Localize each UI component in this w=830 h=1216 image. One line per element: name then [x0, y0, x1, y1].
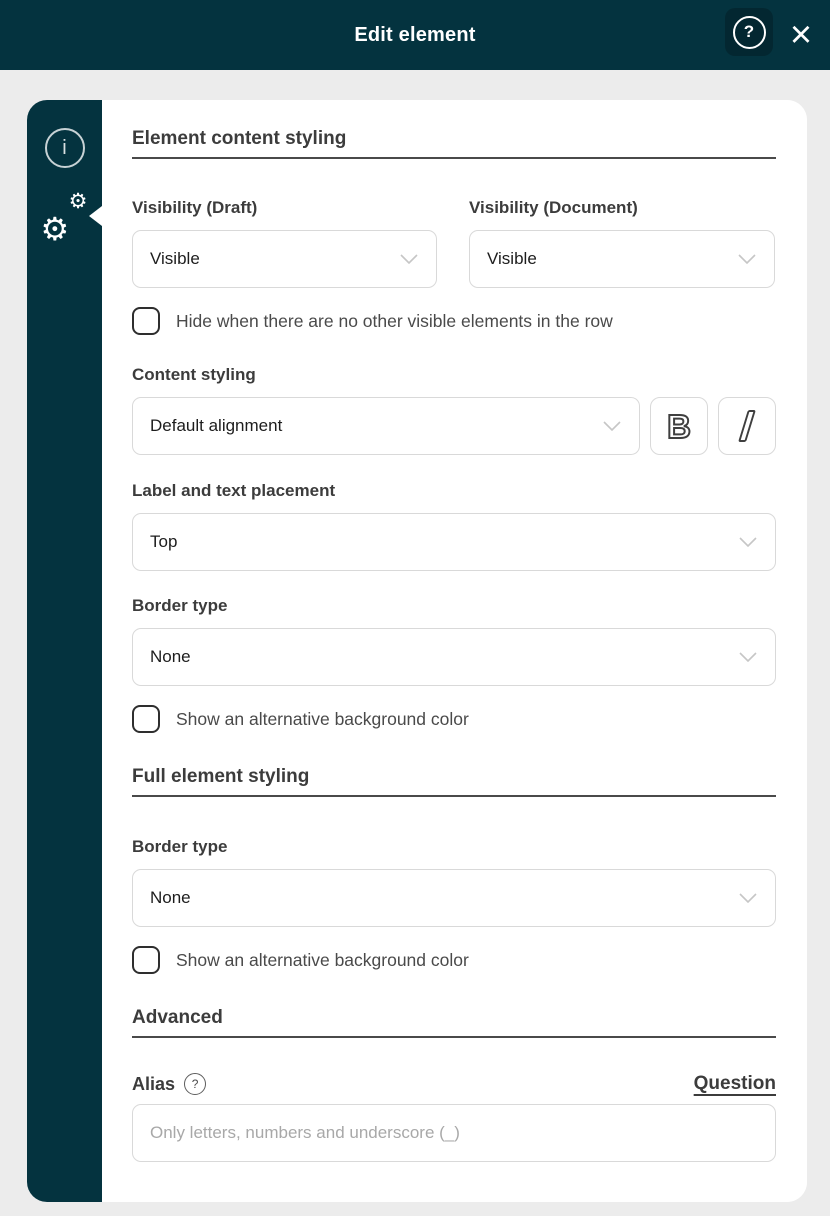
content-alt-bg-label: Show an alternative background color — [176, 708, 469, 729]
content-styling-label: Content styling — [132, 365, 256, 384]
settings-content — [102, 100, 807, 1202]
full-border-type-value: None — [150, 888, 191, 907]
visibility-document-label: Visibility (Document) — [469, 198, 638, 217]
content-border-type-value: None — [150, 647, 191, 666]
dialog-title: Edit element — [354, 23, 476, 46]
visibility-draft-value: Visible — [150, 249, 200, 268]
active-tab-notch — [89, 206, 102, 226]
hide-when-empty-label: Hide when there are no other visible elements in the row — [176, 310, 613, 331]
alias-label: Alias — [132, 1073, 176, 1094]
chevron-down-icon — [739, 652, 757, 662]
help-button[interactable] — [725, 8, 773, 56]
full-alt-bg-checkbox[interactable] — [132, 946, 160, 974]
italic-button[interactable] — [718, 397, 776, 455]
chevron-down-icon — [603, 421, 621, 431]
settings-sidebar — [27, 100, 102, 1202]
section-heading-advanced: Advanced — [132, 1007, 776, 1038]
full-border-type-label: Border type — [132, 837, 228, 856]
content-alt-bg-checkbox[interactable] — [132, 705, 160, 733]
question-link[interactable]: Question — [693, 1073, 776, 1094]
sidebar-item-settings[interactable] — [40, 190, 88, 247]
chevron-down-icon — [738, 254, 756, 264]
edit-element-panel — [27, 100, 807, 1202]
close-icon: × — [789, 14, 813, 56]
chevron-down-icon — [400, 254, 418, 264]
section-heading-full-element-styling: Full element styling — [132, 766, 776, 797]
gear-icon: ⚙ ⚙ — [40, 190, 88, 247]
visibility-draft-select[interactable] — [132, 230, 437, 288]
alignment-select[interactable] — [132, 397, 640, 455]
sidebar-item-info[interactable] — [45, 128, 85, 168]
hide-when-empty-checkbox[interactable] — [132, 307, 160, 335]
visibility-draft-label: Visibility (Draft) — [132, 198, 258, 217]
placement-select[interactable] — [132, 513, 776, 571]
dialog-header — [0, 0, 830, 70]
placement-value: Top — [150, 532, 178, 551]
visibility-document-select[interactable] — [469, 230, 775, 288]
section-heading-element-content-styling: Element content styling — [132, 128, 776, 159]
full-border-type-select[interactable] — [132, 869, 776, 927]
info-icon: i — [45, 128, 85, 168]
help-icon: ? — [733, 16, 766, 49]
chevron-down-icon — [739, 537, 757, 547]
bold-icon: B — [667, 407, 691, 445]
italic-icon — [738, 410, 756, 442]
content-border-type-label: Border type — [132, 596, 228, 615]
chevron-down-icon — [739, 893, 757, 903]
close-button[interactable] — [780, 14, 822, 56]
full-alt-bg-label: Show an alternative background color — [176, 949, 469, 970]
alias-help-icon[interactable]: ? — [184, 1073, 206, 1095]
content-border-type-select[interactable] — [132, 628, 776, 686]
bold-button[interactable] — [650, 397, 708, 455]
visibility-document-value: Visible — [487, 249, 537, 268]
placement-label: Label and text placement — [132, 481, 336, 500]
alias-input[interactable] — [132, 1104, 776, 1162]
alignment-value: Default alignment — [150, 416, 283, 435]
